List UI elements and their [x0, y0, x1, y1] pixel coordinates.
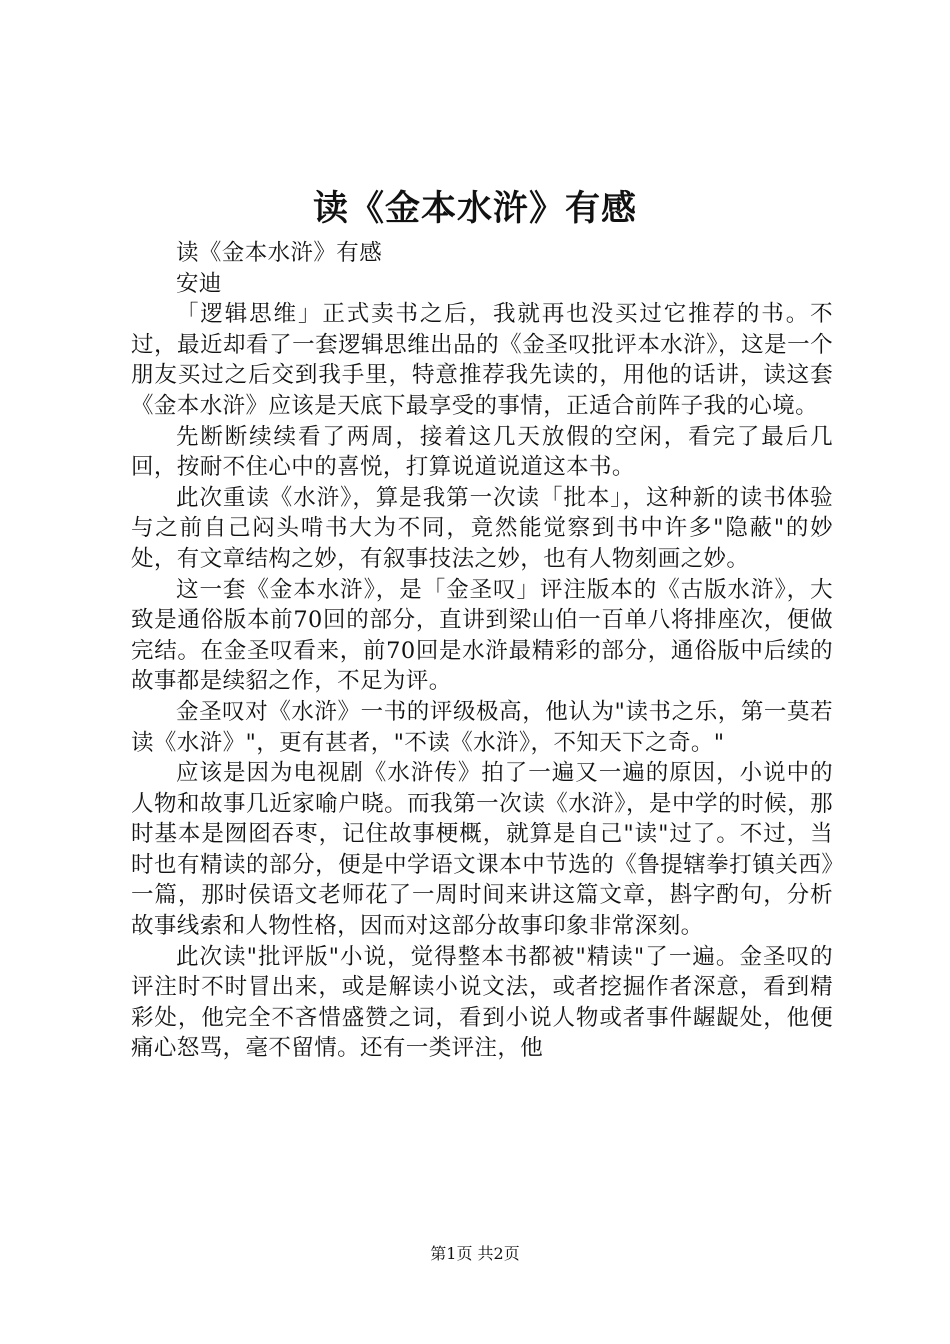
- page-number-footer: 第1页 共2页: [430, 1244, 520, 1263]
- paragraph: 先断断续续看了两周，接着这几天放假的空闲，看完了最后几回，按耐不住心中的喜悦，打算说道说道这本书。: [131, 423, 833, 481]
- paragraph-author: 安迪: [176, 270, 222, 297]
- document-title: 读《金本水浒》有感: [312, 188, 637, 229]
- paragraph-subtitle: 读《金本水浒》有感: [176, 240, 383, 266]
- document-body: [131, 238, 833, 1064]
- paragraph: 此次重读《水浒》，算是我第一次读「批本」，这种新的读书体验与之前自己闷头啃书大为不同，竟然能觉察到书中许多"隐蔽"的妙处，有文章结构之妙，有叙事技法之妙，也有人物刻画之妙。: [131, 484, 833, 572]
- paragraph: 「逻辑思维」正式卖书之后，我就再也没买过它推荐的书。不过，最近却看了一套逻辑思维出品的《金圣叹批评本水浒》，这是一个朋友买过之后交到我手里，特意推荐我先读的，用他的话讲，读这套《金本水浒》应该是天底下最享受的事情，正适合前阵子我的心境。: [131, 301, 833, 419]
- paragraph: 此次读"批评版"小说，觉得整本书都被"精读"了一遍。金圣叹的评注时不时冒出来，或是解读小说文法，或者挖掘作者深意，看到精彩处，他完全不吝惜盛赞之词，看到小说人物或者事件龌龊处，他便痛心怒骂，毫不留情。还有一类评注，他: [131, 943, 833, 1062]
- paragraph: 这一套《金本水浒》，是「金圣叹」评注版本的《古版水浒》，大致是通俗版本前70回的部分，直讲到梁山伯一百单八将排座次，便做完结。在金圣叹看来，前70回是水浒最精彩的部分，通俗版中后续的故事都是续貂之作，不足为评。: [131, 576, 833, 695]
- paragraph: 金圣叹对《水浒》一书的评级极高，他认为"读书之乐，第一莫若读《水浒》"，更有甚者，"不读《水浒》，不知天下之奇。": [131, 698, 833, 756]
- paragraph: 应该是因为电视剧《水浒传》拍了一遍又一遍的原因，小说中的人物和故事几近家喻户晓。而我第一次读《水浒》，是中学的时候，那时基本是囫囵吞枣，记住故事梗概，就算是自己"读"过了。不过，当时也有精读的部分，便是中学语文课本中节选的《鲁提辖拳打镇关西》一篇，那时侯语文老师花了一周时间来讲这篇文章，斟字酌句，分析故事线索和人物性格，因而对这部分故事印象非常深刻。: [131, 760, 833, 940]
